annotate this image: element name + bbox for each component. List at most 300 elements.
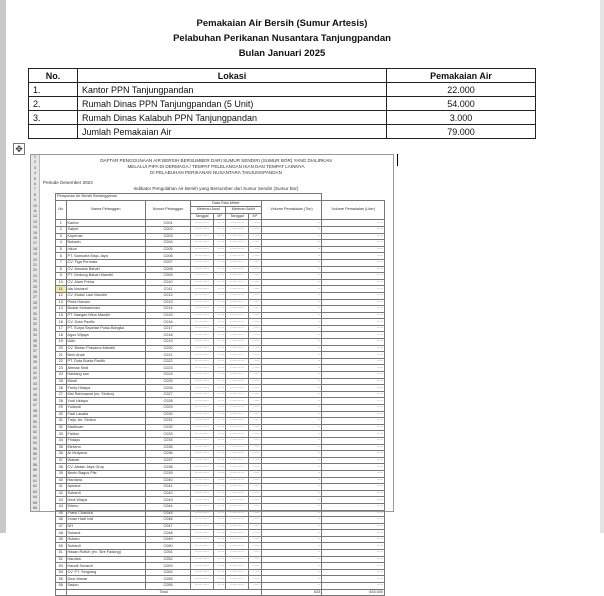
- embedded-cell: ·····: [322, 431, 385, 438]
- embedded-cell: ·····: [322, 246, 385, 253]
- embedded-customer-name: Frank Chandra: [66, 510, 146, 517]
- embedded-cell: C035: [146, 444, 191, 451]
- embedded-cell: ·····: [248, 470, 261, 477]
- embedded-cell: ·····: [322, 405, 385, 412]
- embedded-data-table: [55, 193, 385, 596]
- embedded-cell: ·····: [322, 286, 385, 293]
- row-number: 1: [34, 155, 36, 159]
- embedded-cell: ···········: [226, 319, 249, 326]
- embedded-customer-name: CV. Mulan Laut Mandiri: [66, 292, 146, 299]
- embedded-cell: C028: [146, 398, 191, 405]
- embedded-cell: 19: [56, 339, 67, 346]
- embedded-cell: ·····: [248, 220, 261, 227]
- embedded-table-row: [56, 583, 385, 590]
- embedded-cell: ··: [261, 503, 322, 510]
- embedded-cell: ·····: [322, 279, 385, 286]
- embedded-cell: ·····: [322, 259, 385, 266]
- embedded-cell: 36: [56, 451, 67, 458]
- embedded-cell: ·····: [213, 517, 225, 524]
- embedded-cell: ···········: [191, 292, 214, 299]
- embedded-cell: ···········: [191, 240, 214, 247]
- row-number: 48: [33, 408, 37, 413]
- embedded-cell: 49: [56, 536, 67, 543]
- embedded-cell: ···········: [226, 385, 249, 392]
- embedded-customer-name: CV. Abdan Jaya Grup: [66, 464, 146, 471]
- embedded-cell: ·····: [322, 503, 385, 510]
- embedded-cell: ·····: [213, 418, 225, 425]
- embedded-cell: ·····: [213, 306, 225, 313]
- embedded-cell: ···········: [191, 457, 214, 464]
- table-move-handle-icon[interactable]: ✥: [13, 143, 25, 155]
- embedded-cell: ·····: [213, 556, 225, 563]
- embedded-cell: ···········: [226, 405, 249, 412]
- embedded-cell: ···········: [226, 259, 249, 266]
- embedded-cell: ···········: [191, 530, 214, 537]
- embedded-table-row: [56, 240, 385, 247]
- embedded-cell: ··: [261, 418, 322, 425]
- embedded-cell: ··: [261, 306, 322, 313]
- embedded-cell: ·····: [213, 569, 225, 576]
- embedded-cell: ···········: [226, 497, 249, 504]
- embedded-cell: ···········: [191, 464, 214, 471]
- embedded-cell: 55: [56, 576, 67, 583]
- row-number: 36: [33, 344, 37, 348]
- embedded-table-row: [56, 464, 385, 471]
- text-cursor: [397, 154, 398, 166]
- embedded-cell: ···········: [226, 253, 249, 260]
- embedded-cell: ·····: [322, 299, 385, 306]
- emb-col-tgl-akhir: Tanggal: [226, 213, 249, 220]
- embedded-cell: ·····: [248, 332, 261, 339]
- embedded-table-row: [56, 431, 385, 438]
- row-number: 4: [34, 171, 36, 176]
- embedded-cell: ···········: [226, 550, 249, 557]
- row-number: 41: [33, 371, 37, 375]
- embedded-cell: 4: [56, 240, 67, 247]
- embedded-customer-name: CV. Bintan Prasama Mandiri: [66, 345, 146, 352]
- row-number: 43: [33, 381, 37, 386]
- embedded-cell: ·····: [213, 451, 225, 458]
- embedded-cell: ··: [261, 583, 322, 590]
- embedded-cell: ···········: [191, 451, 214, 458]
- embedded-table-row: [56, 490, 385, 497]
- embedded-cell: ·····: [248, 411, 261, 418]
- embedded-cell: ·····: [213, 345, 225, 352]
- embedded-cell: ···········: [191, 543, 214, 550]
- embedded-cell: ···········: [191, 503, 214, 510]
- embedded-cell: ·····: [322, 253, 385, 260]
- embedded-cell: ·····: [322, 563, 385, 570]
- embedded-cell: C024: [146, 372, 191, 379]
- embedded-table-row: [56, 550, 385, 557]
- embedded-cell: ·····: [322, 378, 385, 385]
- embedded-table-row: [56, 226, 385, 233]
- embedded-cell: ··: [261, 451, 322, 458]
- embedded-cell: ·····: [213, 299, 225, 306]
- embedded-cell: ·····: [322, 233, 385, 240]
- row-number: 40: [33, 365, 37, 370]
- embedded-spreadsheet-image[interactable]: [30, 154, 394, 594]
- embedded-table-row: [56, 220, 385, 227]
- embedded-cell: 22: [56, 358, 67, 365]
- embedded-cell: C001: [146, 220, 191, 227]
- embedded-cell: ···········: [191, 266, 214, 273]
- embedded-cell: C009: [146, 273, 191, 280]
- embedded-cell: ···········: [226, 332, 249, 339]
- embedded-customer-name: CV. Duta Pacific: [66, 319, 146, 326]
- embedded-cell: ·····: [248, 510, 261, 517]
- embedded-total-liter: 633.000: [322, 589, 385, 596]
- emb-col-m3-awal: M³: [213, 213, 225, 220]
- row-number: 8: [34, 192, 36, 197]
- row-number: 27: [33, 295, 37, 300]
- row-number: 25: [33, 284, 37, 289]
- embedded-cell: ·····: [322, 424, 385, 431]
- embedded-cell: ·····: [213, 266, 225, 273]
- embedded-cell: ·····: [322, 345, 385, 352]
- embedded-customer-name: Beni Anak: [66, 352, 146, 359]
- embedded-cell: ··: [261, 358, 322, 365]
- embedded-table-row: [56, 246, 385, 253]
- embedded-cell: ·····: [248, 292, 261, 299]
- embedded-customer-name: Ida Novianti: [66, 286, 146, 293]
- embedded-cell: ·····: [322, 576, 385, 583]
- embedded-cell: ·····: [213, 246, 225, 253]
- embedded-customer-name: Budiar Muhammad: [66, 306, 146, 313]
- embedded-cell: ···········: [226, 477, 249, 484]
- embedded-table-row: [56, 510, 385, 517]
- embedded-cell: 56: [56, 583, 67, 590]
- embedded-cell: ·····: [213, 240, 225, 247]
- embedded-cell: ·····: [322, 457, 385, 464]
- row-number: 32: [33, 322, 37, 327]
- embedded-cell: ··: [261, 292, 322, 299]
- embedded-table-row: [56, 517, 385, 524]
- embedded-cell: C039: [146, 470, 191, 477]
- row-number: 16: [33, 236, 37, 240]
- embedded-cell: ···········: [226, 358, 249, 365]
- embedded-table-row: [56, 332, 385, 339]
- embedded-cell: C031: [146, 418, 191, 425]
- embedded-cell: ··: [261, 259, 322, 266]
- embedded-table-row: [56, 424, 385, 431]
- row-number: 59: [33, 468, 37, 473]
- row-number: 61: [33, 479, 37, 483]
- embedded-cell: C006: [146, 253, 191, 260]
- embedded-customer-name: Trejo Jer. Sinitun: [66, 418, 146, 425]
- embedded-cell: C048: [146, 530, 191, 537]
- embedded-cell: ·····: [213, 497, 225, 504]
- embedded-customer-name: Hukam: [66, 536, 146, 543]
- embedded-cell: C056: [146, 583, 191, 590]
- embedded-title-3: DI PELABUHAN PERIKANAN NUSANTARA TANJUNGPANDAN: [150, 170, 282, 175]
- embedded-cell: ·····: [213, 424, 225, 431]
- embedded-cell: ··: [261, 530, 322, 537]
- embedded-cell: C044: [146, 503, 191, 510]
- embedded-cell: ···········: [191, 583, 214, 590]
- embedded-cell: ·····: [322, 490, 385, 497]
- embedded-cell: C034: [146, 437, 191, 444]
- embedded-cell: ···········: [191, 220, 214, 227]
- embedded-cell: ···········: [191, 477, 214, 484]
- embedded-cell: 24: [56, 372, 67, 379]
- embedded-cell: ·····: [248, 556, 261, 563]
- embedded-cell: 33: [56, 431, 67, 438]
- embedded-cell: C025: [146, 378, 191, 385]
- embedded-cell: ·····: [322, 292, 385, 299]
- embedded-cell: ··: [261, 266, 322, 273]
- embedded-customer-name: Ar Mulyana: [66, 451, 146, 458]
- embedded-table-row: [56, 385, 385, 392]
- embedded-cell: ···········: [226, 240, 249, 247]
- embedded-cell: C047: [146, 523, 191, 530]
- embedded-cell: ··: [261, 437, 322, 444]
- embedded-cell: ···········: [226, 431, 249, 438]
- row-number: 11: [33, 209, 37, 213]
- embedded-cell: ·····: [213, 431, 225, 438]
- embedded-cell: ··: [261, 470, 322, 477]
- embedded-table-row: [56, 339, 385, 346]
- embedded-cell: ···········: [226, 233, 249, 240]
- embedded-table-row: [56, 457, 385, 464]
- embedded-cell: 14: [56, 306, 67, 313]
- embedded-table-row: [56, 563, 385, 570]
- embedded-cell: ··: [261, 233, 322, 240]
- embedded-table-row: [56, 444, 385, 451]
- embedded-table-row: [56, 470, 385, 477]
- embedded-cell: C014: [146, 306, 191, 313]
- embedded-cell: ·····: [248, 457, 261, 464]
- row-number: 24: [33, 279, 37, 284]
- embedded-cell: ···········: [226, 503, 249, 510]
- embedded-customer-name: Inkun: [66, 246, 146, 253]
- embedded-cell: ·····: [322, 398, 385, 405]
- embedded-cell: ···········: [226, 273, 249, 280]
- embedded-cell: ··: [261, 464, 322, 471]
- embedded-cell: C050: [146, 543, 191, 550]
- row-number: 55: [33, 446, 37, 451]
- embedded-customer-name: Faidon: [66, 431, 146, 438]
- row-number: 57: [33, 457, 37, 462]
- embedded-cell: ···········: [226, 372, 249, 379]
- embedded-cell: ··: [261, 497, 322, 504]
- embedded-cell: ··: [261, 490, 322, 497]
- embedded-cell: ·····: [213, 457, 225, 464]
- embedded-cell: ·····: [248, 424, 261, 431]
- embedded-cell: ·····: [213, 292, 225, 299]
- embedded-table-row: [56, 477, 385, 484]
- embedded-customer-name: Satpel: [66, 226, 146, 233]
- embedded-cell: ·····: [248, 339, 261, 346]
- embedded-cell: ···········: [191, 398, 214, 405]
- row-number: 58: [33, 462, 37, 467]
- embedded-cell: ···········: [226, 418, 249, 425]
- embedded-cell: C007: [146, 259, 191, 266]
- embedded-cell: ··: [261, 312, 322, 319]
- embedded-cell: ···········: [226, 470, 249, 477]
- embedded-customer-name: Mardi: [66, 378, 146, 385]
- embedded-table-row: [56, 451, 385, 458]
- embedded-cell: C016: [146, 319, 191, 326]
- embedded-cell: ···········: [226, 345, 249, 352]
- embedded-table-row: [56, 273, 385, 280]
- embedded-table-row: [56, 286, 385, 293]
- embedded-cell: ···········: [226, 583, 249, 590]
- embedded-customer-name: Desi Wanar: [66, 576, 146, 583]
- embedded-cell: ·····: [322, 220, 385, 227]
- embedded-customer-name: Yudi Hidaya: [66, 398, 146, 405]
- embedded-table-row: [56, 378, 385, 385]
- embedded-cell: 47: [56, 523, 67, 530]
- emb-col-vol-liter: Volume Pemakaian (Liter): [322, 200, 385, 220]
- embedded-customer-name: Udin: [66, 339, 146, 346]
- embedded-cell: ··: [261, 523, 322, 530]
- embedded-cell: ·····: [322, 543, 385, 550]
- embedded-cell: 41: [56, 484, 67, 491]
- table-row: [29, 83, 536, 97]
- embedded-customer-name: CV. Tiga Permata: [66, 259, 146, 266]
- embedded-cell: ·····: [322, 372, 385, 379]
- embedded-cell: ·····: [322, 523, 385, 530]
- embedded-cell: ·····: [248, 444, 261, 451]
- embedded-cell: ·····: [248, 312, 261, 319]
- embedded-cell: ···········: [191, 497, 214, 504]
- embedded-table-row: [56, 345, 385, 352]
- row-number: 44: [33, 387, 37, 392]
- embedded-cell: ··: [261, 220, 322, 227]
- embedded-cell: ·····: [213, 312, 225, 319]
- embedded-cell: ·····: [322, 332, 385, 339]
- embedded-cell: ·····: [322, 312, 385, 319]
- embedded-cell: ··: [261, 398, 322, 405]
- embedded-cell: ·····: [322, 325, 385, 332]
- row-number: 19: [33, 252, 37, 257]
- embedded-cell: ·····: [248, 543, 261, 550]
- row-number: 64: [33, 495, 37, 500]
- embedded-cell: 32: [56, 424, 67, 431]
- embedded-cell: C017: [146, 325, 191, 332]
- header-lokasi: Lokasi: [78, 69, 387, 83]
- embedded-cell: 27: [56, 391, 67, 398]
- embedded-cell: ···········: [191, 286, 214, 293]
- embedded-cell: ···········: [226, 352, 249, 359]
- embedded-cell: 10: [56, 279, 67, 286]
- row-number: 39: [33, 360, 37, 365]
- embedded-customer-name: CV. Alam Prima: [66, 279, 146, 286]
- embedded-customer-name: PT. Samudra Maju Jaya: [66, 253, 146, 260]
- embedded-cell: ·····: [248, 299, 261, 306]
- embedded-cell: ···········: [191, 325, 214, 332]
- embedded-cell: ·····: [213, 385, 225, 392]
- embedded-cell: C045: [146, 510, 191, 517]
- embedded-cell: C055: [146, 576, 191, 583]
- embedded-cell: 7: [56, 259, 67, 266]
- embedded-table-row: [56, 536, 385, 543]
- embedded-cell: ·····: [248, 266, 261, 273]
- embedded-cell: ···········: [191, 556, 214, 563]
- embedded-cell: 54: [56, 569, 67, 576]
- embedded-cell: ··: [261, 517, 322, 524]
- embedded-cell: ···········: [226, 279, 249, 286]
- embedded-customer-name: Yuliandi: [66, 405, 146, 412]
- embedded-cell: C029: [146, 405, 191, 412]
- embedded-cell: ···········: [191, 484, 214, 491]
- embedded-subtitle: Indikator Pengolahan Air Bersih yang Bersumber dari Sumur Sendiri (Sumur Bor): [133, 186, 299, 191]
- embedded-table-row: [56, 484, 385, 491]
- embedded-cell: 16: [56, 319, 67, 326]
- embedded-cell: ··: [261, 444, 322, 451]
- embedded-cell: ···········: [191, 378, 214, 385]
- embedded-cell: ·····: [322, 510, 385, 517]
- row-number: 56: [33, 452, 37, 456]
- embedded-cell: ·····: [213, 391, 225, 398]
- embedded-cell: ··: [261, 339, 322, 346]
- embedded-cell: ···········: [226, 451, 249, 458]
- embedded-customer-name: Suhardi: [66, 543, 146, 550]
- embedded-cell: ···········: [191, 444, 214, 451]
- embedded-cell: ·····: [213, 411, 225, 418]
- embedded-cell: ···········: [191, 536, 214, 543]
- embedded-customer-name: Sukardi: [66, 530, 146, 537]
- embedded-cell: ···········: [191, 253, 214, 260]
- embedded-cell: ·····: [322, 437, 385, 444]
- embedded-cell: C037: [146, 457, 191, 464]
- embedded-table-row: [56, 497, 385, 504]
- embedded-cell: ·····: [322, 569, 385, 576]
- embedded-cell: ··: [261, 378, 322, 385]
- embedded-table-row: [56, 319, 385, 326]
- embedded-cell: ··: [261, 477, 322, 484]
- row-number: 53: [33, 435, 37, 440]
- embedded-cell: ·····: [248, 550, 261, 557]
- row-number: 62: [33, 484, 37, 489]
- embedded-cell: ···········: [226, 484, 249, 491]
- embedded-cell: ·····: [322, 530, 385, 537]
- embedded-customer-name: Koperasi: [66, 233, 146, 240]
- embedded-customer-name: PT. Naegan Mina Mandiri: [66, 312, 146, 319]
- embedded-cell: ·····: [248, 523, 261, 530]
- embedded-table-row: [56, 543, 385, 550]
- embedded-cell: C042: [146, 490, 191, 497]
- embedded-cell: ··: [261, 385, 322, 392]
- embedded-cell: C021: [146, 352, 191, 359]
- row-number: 13: [33, 219, 37, 224]
- embedded-cell: ···········: [191, 437, 214, 444]
- embedded-cell: ···········: [191, 339, 214, 346]
- row-no: 3.: [29, 111, 78, 125]
- embedded-cell: ···········: [191, 365, 214, 372]
- embedded-cell: ·····: [248, 517, 261, 524]
- embedded-cell: C010: [146, 279, 191, 286]
- row-number: 60: [33, 473, 37, 478]
- embedded-cell: C022: [146, 358, 191, 365]
- embedded-cell: ··: [261, 563, 322, 570]
- embedded-customer-name: Haidang san: [66, 372, 146, 379]
- row-number: 7: [34, 187, 36, 192]
- embedded-cell: C030: [146, 411, 191, 418]
- embedded-cell: 35: [56, 444, 67, 451]
- row-number: 46: [33, 398, 37, 402]
- embedded-cell: 15: [56, 312, 67, 319]
- embedded-cell: ·····: [322, 451, 385, 458]
- embedded-cell: ·····: [248, 378, 261, 385]
- usage-table: [28, 68, 536, 139]
- embedded-cell: ·····: [248, 352, 261, 359]
- embedded-cell: ··: [261, 299, 322, 306]
- embedded-cell: C019: [146, 339, 191, 346]
- embedded-cell: ···········: [191, 279, 214, 286]
- embedded-cell: ···········: [226, 517, 249, 524]
